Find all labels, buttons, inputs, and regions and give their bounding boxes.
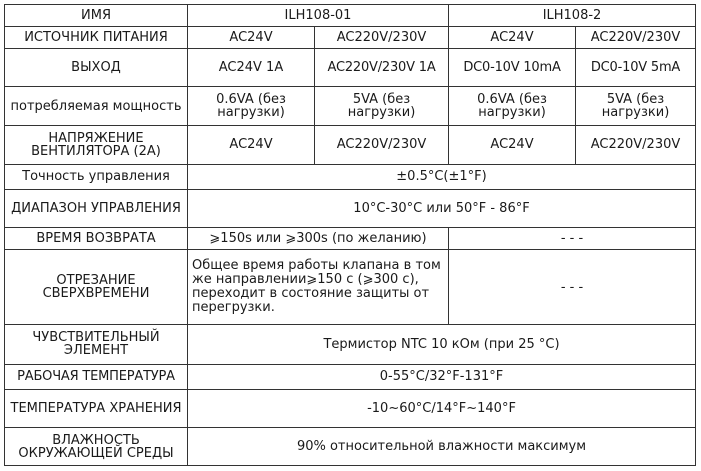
row-label: НАПРЯЖЕНИЕ ВЕНТИЛЯТОРА (2A) [5, 125, 188, 164]
cell: 5VA (без нагрузки) [576, 87, 696, 126]
table-row-range [5, 189, 696, 228]
cell: AC24V [188, 125, 315, 164]
table-row-humidity [5, 428, 696, 466]
table-row-sensor [5, 325, 696, 365]
table-row-storage-temp [5, 389, 696, 428]
cell: 10°C-30°C или 50°F - 86°F [188, 189, 696, 228]
cell: ±0.5°C(±1°F) [188, 164, 696, 189]
cell: AC220V/230V [576, 125, 696, 164]
cell: AC220V/230V [576, 26, 696, 48]
cell: 5VA (без нагрузки) [315, 87, 449, 126]
table-row-consumption [5, 87, 696, 126]
cell: Общее время работы клапана в том же направлении⩾150 с (⩾300 с), переходит в состояние защиты от перегрузки. [188, 250, 449, 325]
cell: AC24V [449, 125, 576, 164]
table-row-fan-voltage [5, 125, 696, 164]
cell: - - - [449, 250, 696, 325]
cell: 0.6VA (без нагрузки) [188, 87, 315, 126]
cell: AC24V 1A [188, 48, 315, 87]
table-row-power-source [5, 26, 696, 48]
table-row-accuracy [5, 164, 696, 189]
table-row-output [5, 48, 696, 87]
row-label: ОТРЕЗАНИЕ СВЕРХВРЕМЕНИ [5, 250, 188, 325]
cell: AC220V/230V 1A [315, 48, 449, 87]
row-label: ИСТОЧНИК ПИТАНИЯ [5, 26, 188, 48]
header-model-1: ILH108-01 [188, 5, 449, 27]
cell: AC24V [188, 26, 315, 48]
row-label: ЧУВСТВИТЕЛЬНЫЙ ЭЛЕМЕНТ [5, 325, 188, 365]
row-label: ВЫХОД [5, 48, 188, 87]
cell: 0-55°C/32°F-131°F [188, 364, 696, 389]
row-label: ТЕМПЕРАТУРА ХРАНЕНИЯ [5, 389, 188, 428]
row-label: РАБОЧАЯ ТЕМПЕРАТУРА [5, 364, 188, 389]
row-label: ВРЕМЯ ВОЗВРАТА [5, 228, 188, 250]
table-row-return-time [5, 228, 696, 250]
cell: 0.6VA (без нагрузки) [449, 87, 576, 126]
table-row-operating-temp [5, 364, 696, 389]
row-label: Точность управления [5, 164, 188, 189]
cell: AC220V/230V [315, 26, 449, 48]
table-row-timeout-cutoff [5, 250, 696, 325]
cell: DC0-10V 10mA [449, 48, 576, 87]
spec-table [4, 4, 696, 466]
cell: -10~60°C/14°F~140°F [188, 389, 696, 428]
table-row-header [5, 5, 696, 27]
cell: 90% относительной влажности максимум [188, 428, 696, 466]
row-label: ВЛАЖНОСТЬ ОКРУЖАЮЩЕЙ СРЕДЫ [5, 428, 188, 466]
cell: - - - [449, 228, 696, 250]
header-label: ИМЯ [5, 5, 188, 27]
cell: AC220V/230V [315, 125, 449, 164]
header-model-2: ILH108-2 [449, 5, 696, 27]
cell: ⩾150s или ⩾300s (по желанию) [188, 228, 449, 250]
row-label: потребляемая мощность [5, 87, 188, 126]
cell: DC0-10V 5mA [576, 48, 696, 87]
row-label: ДИАПАЗОН УПРАВЛЕНИЯ [5, 189, 188, 228]
cell: AC24V [449, 26, 576, 48]
cell: Термистор NTC 10 кОм (при 25 °C) [188, 325, 696, 365]
